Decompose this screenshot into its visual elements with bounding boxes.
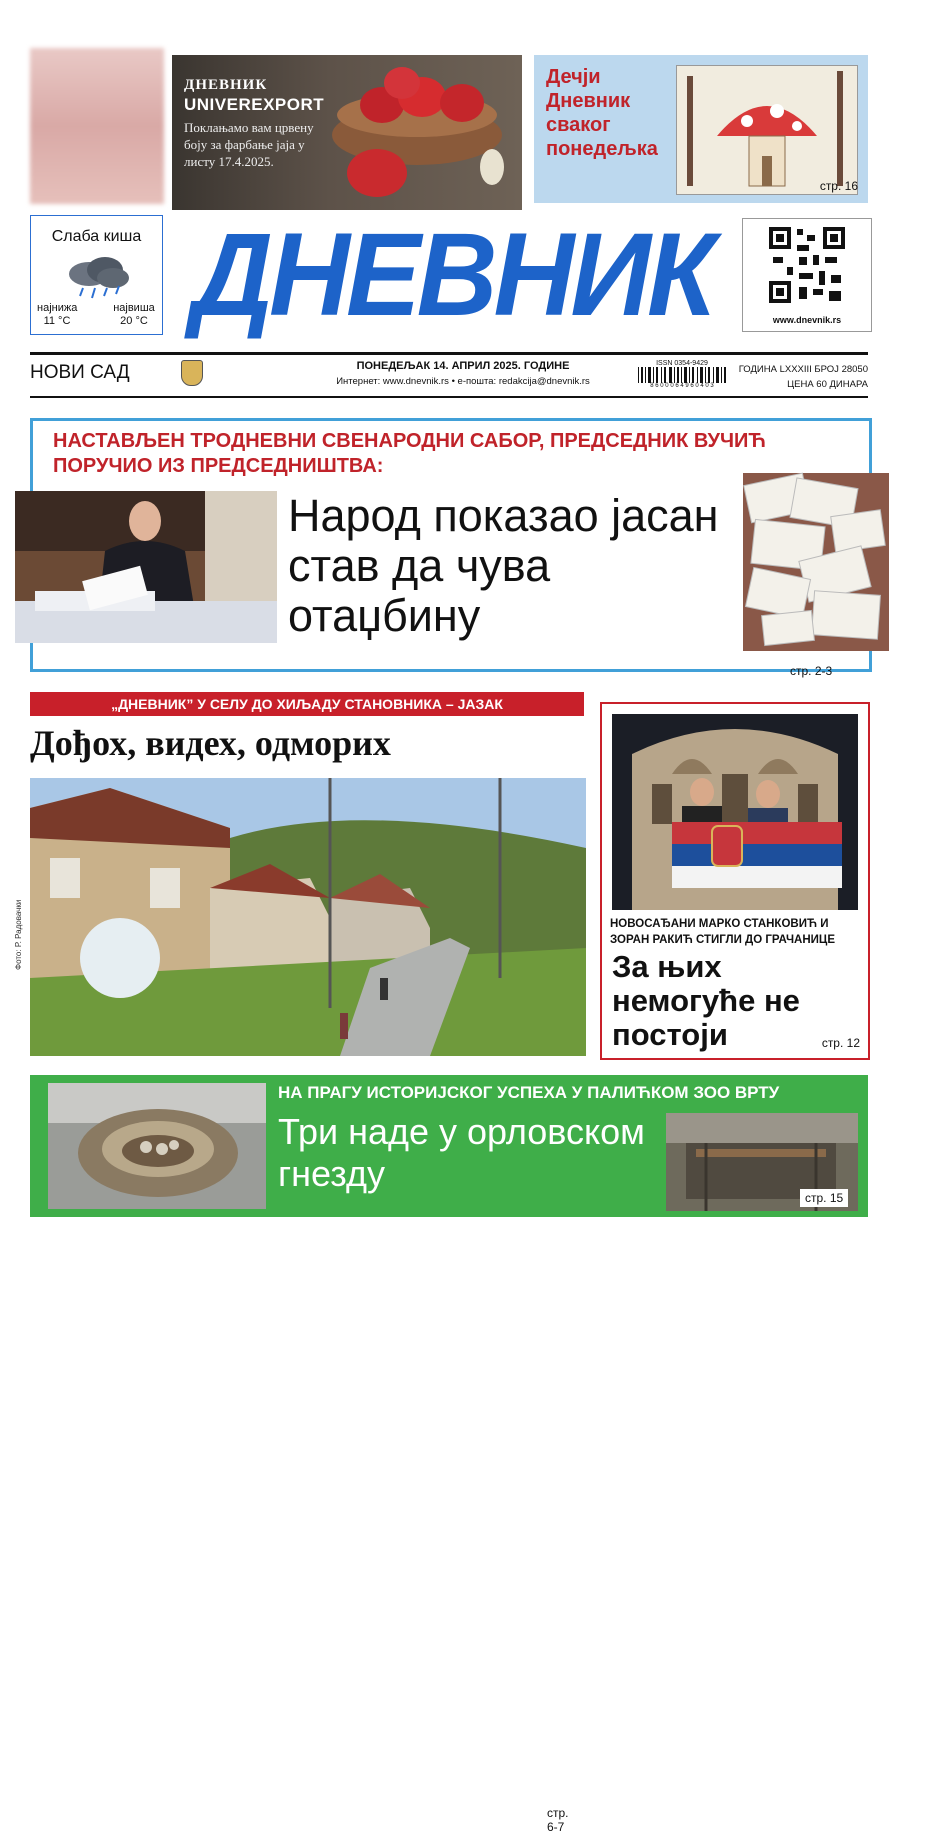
red-eggs-image	[322, 55, 522, 210]
weather-max-label: највиша	[113, 302, 155, 314]
kids-supplement-ad[interactable]	[534, 55, 868, 203]
rain-cloud-icon	[61, 254, 133, 300]
top-story[interactable]	[30, 418, 872, 672]
weather-condition: Слаба киша	[51, 228, 142, 245]
qr-url: www.dnevnik.rs	[772, 315, 842, 325]
side-story[interactable]	[600, 702, 870, 1060]
bottom-story-page: стр. 15	[800, 1189, 848, 1207]
issn-number: ISSN 0354-9429	[656, 360, 708, 367]
weather-min	[37, 302, 77, 328]
letters-photo	[743, 473, 889, 651]
mushroom-drawing-image	[676, 65, 858, 195]
top-rule	[30, 352, 868, 355]
kids-ad-page: стр. 16	[819, 179, 858, 193]
bottom-rule	[30, 396, 868, 398]
top-story-page: стр. 2-3	[790, 664, 833, 678]
village-story-kicker: „ДНЕВНИК” У СЕЛУ ДО ХИЉАДУ СТАНОВНИКА – ЈАЗАК	[30, 692, 584, 716]
village-story-page: стр. 6-7	[542, 1804, 586, 1836]
village-story-headline[interactable]: Дођох, видех, одморих	[30, 723, 391, 763]
weather-min-label: најнижа	[37, 302, 78, 314]
barcode-icon	[636, 367, 728, 383]
issue-info	[735, 362, 868, 392]
ad-brand-dnevnik: ДНЕВНИК	[184, 77, 268, 93]
easter-egg-ad[interactable]	[172, 55, 522, 210]
ad-promo-text: Поклањамо вам црвену боју за фарбање јаја у листу 17.4.2025.	[184, 120, 314, 169]
city-name: НОВИ САД	[30, 362, 130, 383]
side-story-headline: За њих немогуће не постоји	[612, 949, 800, 1052]
side-story-page: стр. 12	[821, 1036, 860, 1050]
bottom-story[interactable]	[30, 1075, 868, 1217]
gracanica-photo	[612, 714, 858, 910]
side-story-kicker: НОВОСАЂАНИ МАРКО СТАНКОВИЋ И ЗОРАН РАКИЋ СТИГЛИ ДО ГРАЧАНИЦЕ	[610, 918, 836, 946]
issue-date: ПОНЕДЕЉАК 14. АПРИЛ 2025. ГОДИНЕ	[356, 360, 570, 372]
barcode-number: 8 6 0 0 0 6 4 9 6 0 4 0 3	[650, 383, 714, 389]
issue-number: ГОДИНА LXXXIII БРОЈ 28050	[738, 364, 868, 375]
top-story-kicker: НАСТАВЉЕН ТРОДНЕВНИ СВЕНАРОДНИ САБОР, ПРЕДСЕДНИК ВУЧИЋ ПОРУЧИО ИЗ ПРЕДСЕДНИШТВА:	[53, 430, 766, 477]
eagle-nest-photo	[48, 1083, 266, 1209]
weather-max	[111, 302, 157, 328]
weather-box	[30, 215, 163, 335]
weather-max-temp: 20 °C	[120, 315, 148, 327]
qr-code-icon	[769, 227, 845, 303]
newspaper-logo: ДНЕВНИК	[192, 208, 712, 341]
ad-brand-univerexport: UNIVEREXPORT	[184, 95, 325, 114]
blurred-ad	[30, 48, 164, 204]
contact-line: Интернет: www.dnevnik.rs • е-пошта: redakcija@dnevnik.rs	[336, 376, 590, 387]
barcode	[636, 360, 728, 392]
bottom-story-kicker: НА ПРАГУ ИСТОРИЈСКОГ УСПЕХА У ПАЛИЋКОМ ЗОО ВРТУ	[278, 1083, 780, 1102]
qr-box[interactable]	[742, 218, 872, 332]
bottom-story-headline: Три наде у орловском гнезду	[278, 1111, 645, 1194]
issue-price: ЦЕНА 60 ДИНАРА	[787, 379, 868, 390]
president-photo	[15, 491, 277, 643]
kids-ad-text: Дечји Дневник сваког понедељка	[546, 66, 658, 160]
city-crest-icon	[181, 360, 203, 386]
top-story-headline: Народ показао јасан став да чува отаџбину	[288, 490, 719, 641]
photo-credit: Фото: Р. Радовачки	[14, 899, 23, 970]
weather-min-temp: 11 °C	[43, 315, 71, 327]
